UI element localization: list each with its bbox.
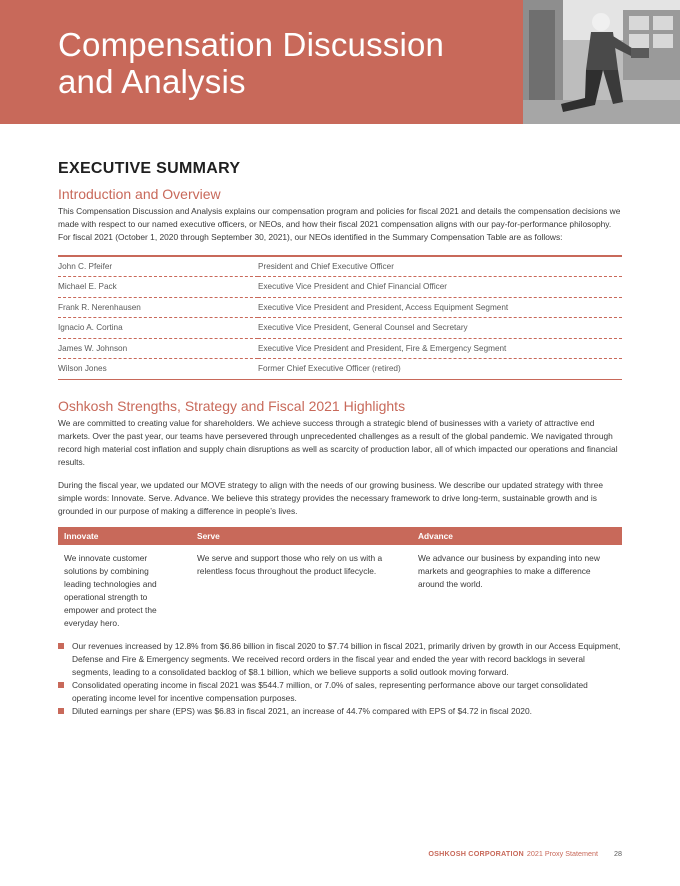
square-bullet-icon xyxy=(58,708,64,714)
strategy-table xyxy=(58,527,622,630)
worker-photo-illustration xyxy=(523,0,680,124)
page-title xyxy=(58,26,444,100)
header-photo xyxy=(523,0,680,124)
strategy-body-advance: We advance our business by expanding into new markets and geographies to make a difference around the world. xyxy=(418,552,600,589)
footer-company: OSHKOSH CORPORATION xyxy=(428,849,524,858)
list-item xyxy=(58,705,622,718)
page-title-line2: and Analysis xyxy=(58,63,246,100)
strategy-header-advance: Advance xyxy=(418,530,453,541)
square-bullet-icon xyxy=(58,643,64,649)
table-row xyxy=(58,338,622,359)
neo-title: Executive Vice President, General Counsel and Secretary xyxy=(258,318,622,339)
neo-name: John C. Pfeifer xyxy=(58,256,258,277)
strategy-header-innovate: Innovate xyxy=(64,530,99,541)
strategy-body-row xyxy=(58,545,622,630)
introduction-heading: Introduction and Overview xyxy=(58,186,221,202)
introduction-paragraph: This Compensation Discussion and Analysis explains our compensation program and policies for fiscal 2021 and details the compensation decisions we made with respect to our named executive officers, or NEOs, and how their fiscal 2021 compensation aligns with our pay-for-performance philosophy. For fiscal 2021 (October 1, 2020 through September 30, 2021), our NEOs identified in the Summary Compensation Table are as follows: xyxy=(58,206,621,242)
table-row xyxy=(58,277,622,298)
strategy-body-innovate: We innovate customer solutions by combining leading technologies and operational strength to empower and protect the everyday hero. xyxy=(64,552,157,628)
neo-name: Michael E. Pack xyxy=(58,277,258,298)
bullet-text: Consolidated operating income in fiscal 2021 was $544.7 million, or 7.0% of sales, representing performance above our target consolidated operating income level for incentive compensation purposes. xyxy=(72,679,588,703)
table-row xyxy=(58,359,622,380)
list-item xyxy=(58,679,622,705)
neo-title: Former Chief Executive Officer (retired) xyxy=(258,359,622,380)
strategy-header-row xyxy=(58,527,622,545)
strategy-body-serve: We serve and support those who rely on us with a relentless focus throughout the product lifecycle. xyxy=(197,552,383,576)
square-bullet-icon xyxy=(58,682,64,688)
neo-title: President and Chief Executive Officer xyxy=(258,256,622,277)
table-row xyxy=(58,318,622,339)
highlights-bullet-list xyxy=(58,640,622,718)
neo-name: Wilson Jones xyxy=(58,359,258,380)
main-content xyxy=(58,160,622,718)
neo-name: Frank R. Nerenhausen xyxy=(58,297,258,318)
header-band xyxy=(0,0,523,124)
executive-summary-heading: EXECUTIVE SUMMARY xyxy=(58,160,241,177)
page-title-line1: Compensation Discussion xyxy=(58,26,445,63)
bullet-text: Diluted earnings per share (EPS) was $6.83 in fiscal 2021, an increase of 44.7% compared with EPS of $4.72 in fiscal 2020. xyxy=(72,705,532,716)
neo-title: Executive Vice President and President, Fire & Emergency Segment xyxy=(258,338,622,359)
page-footer xyxy=(428,849,622,858)
table-row xyxy=(58,256,622,277)
neo-name: James W. Johnson xyxy=(58,338,258,359)
page-number: 28 xyxy=(614,849,622,858)
list-item xyxy=(58,640,622,679)
highlights-paragraph-2: During the fiscal year, we updated our MOVE strategy to align with the needs of our growing business. We describe our updated strategy with three simple words: Innovate. Serve. Advance. We believe this strategy provides the necessary framework to drive long-term, sustainable growth and is grounded in our purpose of making a difference in people’s lives. xyxy=(58,479,603,516)
highlights-heading: Oshkosh Strengths, Strategy and Fiscal 2021 Highlights xyxy=(58,397,406,414)
neo-table xyxy=(58,255,622,380)
table-row xyxy=(58,297,622,318)
highlights-paragraph-1: We are committed to creating value for shareholders. We achieve success through a strategic blend of businesses with a variety of attractive end markets. Over the past year, our teams have persevered through unprecedented challenges as a result of the global pandemic. We navigated through record high material cost inflation and supply chain disruptions as well as scarcity of production labor, all of which impacted our operations and financial results. xyxy=(58,417,618,467)
strategy-header-serve: Serve xyxy=(197,530,220,541)
neo-title: Executive Vice President and President, Access Equipment Segment xyxy=(258,297,622,318)
footer-document: 2021 Proxy Statement xyxy=(526,849,598,858)
bullet-text: Our revenues increased by 12.8% from $6.86 billion in fiscal 2020 to $7.74 billion in fiscal 2021, primarily driven by growth in our Access Equipment, Defense and Fire & Emergency segments. We received record orders in the fiscal year and ended the year with record backlogs in several segments, leading to a consolidated backlog of $8.1 billion, which we believe supports a solid outlook moving forward. xyxy=(72,640,621,677)
neo-title: Executive Vice President and Chief Financial Officer xyxy=(258,277,622,298)
neo-name: Ignacio A. Cortina xyxy=(58,318,258,339)
